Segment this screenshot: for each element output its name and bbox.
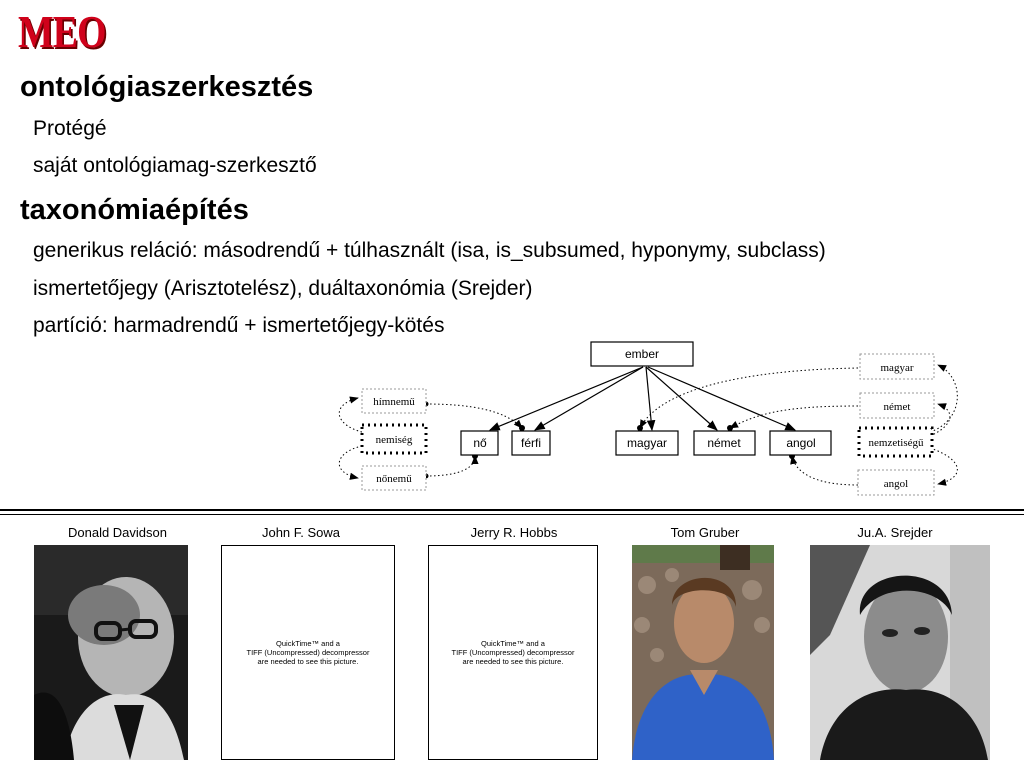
photo-davidson xyxy=(34,545,188,760)
placeholder-text-line: are needed to see this picture. xyxy=(462,657,564,666)
divider-thick xyxy=(0,509,1024,511)
placeholder-text-line: QuickTime™ and a xyxy=(276,639,340,648)
bullet-generic-relation: generikus reláció: másodrendű + túlhasznált (isa, is_subsumed, hyponymy, subclass) xyxy=(33,239,826,262)
value-nemet-label: német xyxy=(883,401,911,413)
person-name-davidson: Donald Davidson xyxy=(67,525,167,540)
person-name-hobbs: Jerry R. Hobbs xyxy=(470,525,558,540)
bullet-own-editor: saját ontológiamag-szerkesztő xyxy=(33,154,317,177)
node-magyar-label: magyar xyxy=(626,436,668,450)
placeholder-text-line: TIFF (Uncompressed) decompressor xyxy=(451,648,575,657)
divider-thin xyxy=(0,514,1024,515)
person-name-gruber: Tom Gruber xyxy=(670,525,740,540)
value-magyar-label: magyar xyxy=(880,362,914,374)
bullet-protege: Protégé xyxy=(33,117,107,140)
person-name-sowa: John F. Sowa xyxy=(261,525,341,540)
photo-placeholder-sowa xyxy=(221,545,395,760)
heading-taxonomy-building: taxonómiaépítés xyxy=(20,194,249,226)
node-nemet-label: német xyxy=(707,436,741,450)
node-ferfi-label: férfi xyxy=(520,436,542,450)
value-himnemu-label: hímnemű xyxy=(373,396,415,408)
photo-srejder xyxy=(810,545,990,760)
heading-ontology-editing: ontológiaszerkesztés xyxy=(20,71,314,103)
node-angol-label: angol xyxy=(786,436,816,450)
node-no-label: nő xyxy=(473,436,487,450)
partition-nemiseg-label: nemiség xyxy=(375,434,413,446)
placeholder-text-line: are needed to see this picture. xyxy=(257,657,359,666)
node-ember-label: ember xyxy=(624,347,660,361)
placeholder-text-line: TIFF (Uncompressed) decompressor xyxy=(246,648,370,657)
bullet-partition: partíció: harmadrendű + ismertetőjegy-kötés xyxy=(33,314,445,337)
person-name-srejder: Ju.A. Srejder xyxy=(857,525,933,540)
photo-gruber xyxy=(632,545,774,760)
value-nonemu-label: nőnemű xyxy=(376,473,412,485)
feature-links xyxy=(339,365,957,485)
value-angol-label: angol xyxy=(883,478,909,490)
placeholder-text-line: QuickTime™ and a xyxy=(481,639,545,648)
bullet-distinctive-feature: ismertetőjegy (Arisztotelész), duáltaxonómia (Srejder) xyxy=(33,277,533,300)
meo-logo: MEO xyxy=(18,6,106,57)
partition-nemzetisegu-label: nemzetiségű xyxy=(868,437,924,449)
photo-placeholder-hobbs xyxy=(428,545,598,760)
